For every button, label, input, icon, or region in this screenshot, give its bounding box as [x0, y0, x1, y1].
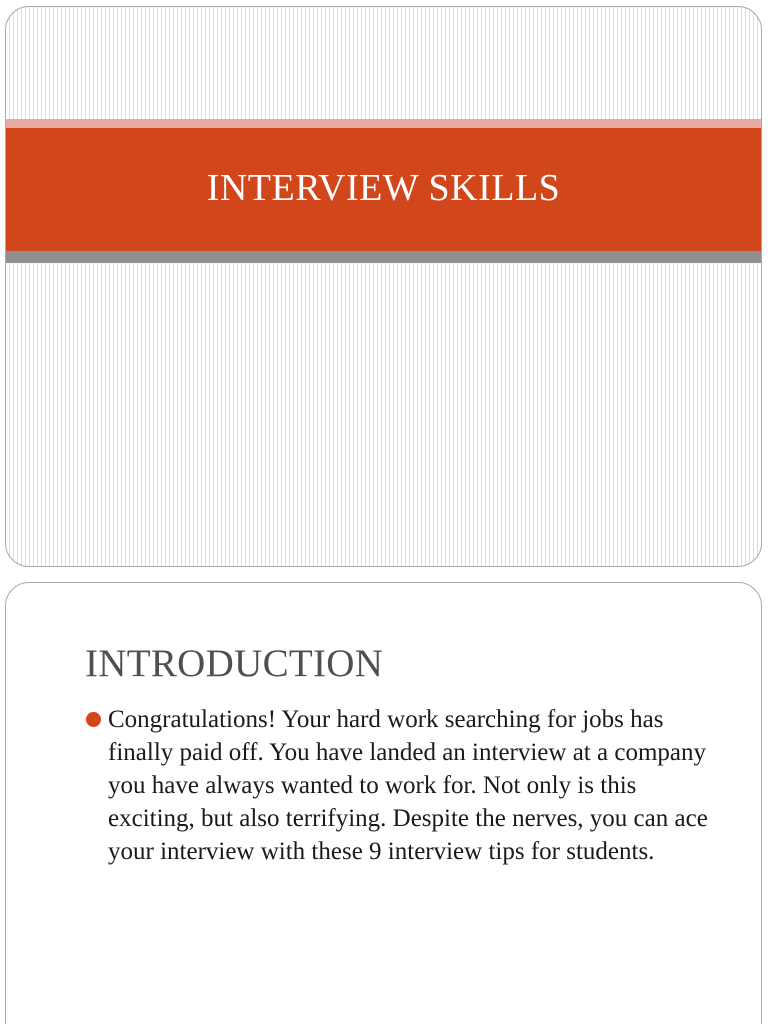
slide-heading: INTRODUCTION [85, 642, 384, 685]
bullet-item [86, 703, 726, 868]
slide-title: INTERVIEW SKILLS [206, 166, 561, 209]
bullet-text: Congratulations! Your hard work searching for jobs has finally paid off. You have landed an interview at a company you have always wanted to work for. Not only is this exciting, but also terrifying. Despite the nerves, you can ace your interview with these 9 interview tips for students. [108, 706, 708, 865]
bullet-dot-icon [86, 712, 101, 727]
title-band [6, 128, 761, 251]
accent-strip-bottom [6, 251, 761, 263]
title-slide [5, 6, 762, 567]
introduction-slide [5, 582, 762, 1024]
accent-strip-top [6, 119, 761, 128]
